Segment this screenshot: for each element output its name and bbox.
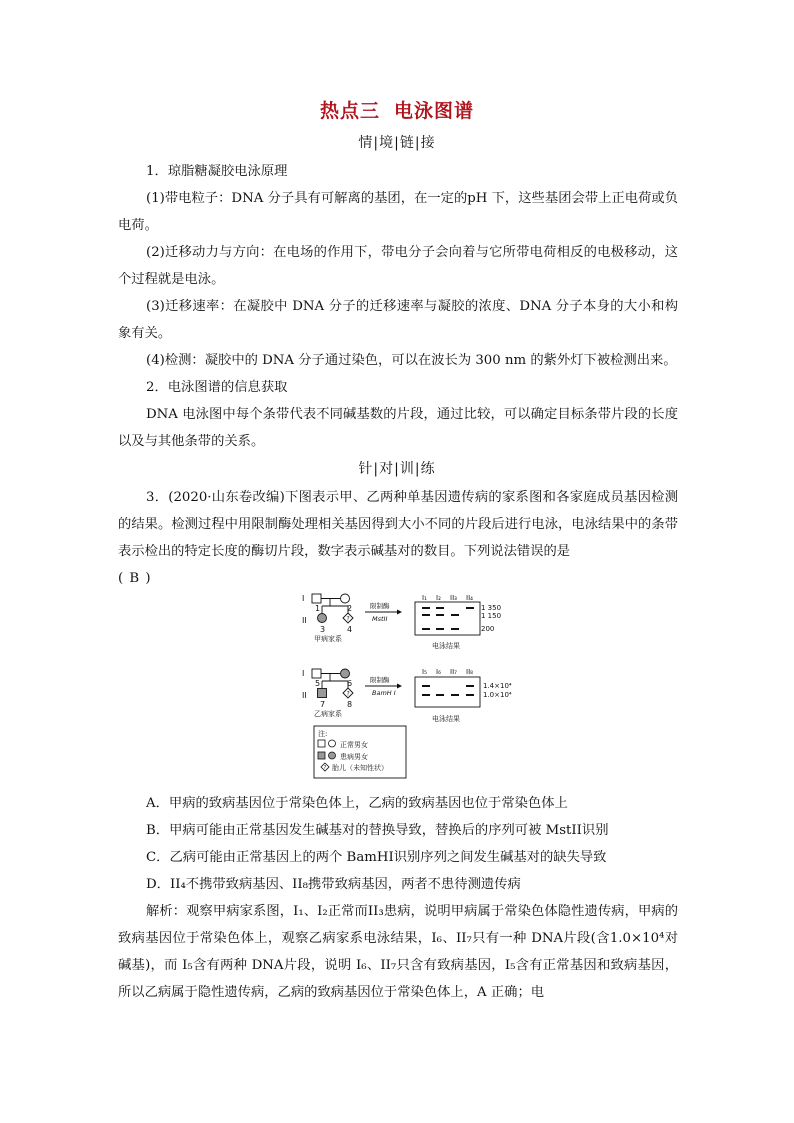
id-1: 1	[315, 604, 321, 613]
band-b-ii7-10	[451, 694, 459, 696]
gen2-label-a: II	[302, 616, 307, 625]
lane-label-a2: I₂	[436, 594, 441, 602]
svg-text:?: ?	[346, 690, 350, 698]
size-a-200: 200	[481, 625, 495, 633]
info-text: DNA 电泳图中每个条带代表不同碱基数的片段，通过比较，可以确定目标条带片段的长度以及与其他条带的关系。	[118, 407, 678, 449]
band-a-i1-1350	[422, 607, 430, 609]
band-a-i2-1350	[436, 607, 444, 609]
section-practice-heading: 针|对|训|练	[358, 461, 436, 477]
affected-female-6	[341, 669, 350, 678]
band-a-ii4-1350	[466, 607, 474, 609]
paragraph-1: (1)带电粒子：DNA 分子具有可解离的基团，在一定的pH 下，这些基团会带上正电荷或负电荷。	[118, 191, 678, 233]
gel-box-b	[415, 677, 480, 707]
lane-label-b1: I₅	[422, 668, 427, 676]
gen2-label-b: II	[302, 691, 307, 700]
legend-normal-female-icon	[329, 740, 336, 747]
gel-box-a	[415, 602, 480, 635]
legend-normal: 正常男女	[340, 741, 368, 749]
option-c: C．乙病可能由正常基因上的两个 BamHI识别序列之间发生碱基对的缺失导致	[146, 850, 607, 865]
size-a-1150: 1 150	[481, 612, 502, 620]
legend-title: 注:	[318, 730, 328, 738]
lane-label-a3: II₃	[450, 594, 457, 602]
title-right: 电泳图谱	[394, 100, 475, 122]
info-heading: 2．电泳图谱的信息获取	[146, 380, 288, 395]
lane-label-b4: II₈	[466, 668, 473, 676]
principle-heading: 1．琼脂糖凝胶电泳原理	[146, 164, 288, 179]
band-b-i6-10	[436, 694, 444, 696]
id-3: 3	[320, 625, 326, 634]
id-6: 6	[347, 679, 353, 688]
lane-label-b3: II₇	[450, 668, 457, 676]
option-a: A．甲病的致病基因位于常染色体上，乙病的致病基因也位于常染色体上	[146, 796, 568, 811]
analysis-text: 解析：观察甲病家系图，I₁、I₂正常而II₃患病，说明甲病属于常染色体隐性遗传病，甲病的致病基因位于常染色体上，观察乙病家系电泳结果，I₆、II₇只有一种 DNA片段(含1.0×10⁴对碱基)，而 I₅含有两种 DNA片段，说明 I₆、II₇只含有致病基因，I₅含有正常基因和致病基因，所以乙病属于隐性遗传病，乙病的致病基因位于常染色体上，A 正确；电	[118, 904, 678, 1000]
band-b-i5-14	[422, 685, 430, 687]
page-title	[0, 96, 794, 123]
legend-affected: 患病男女	[340, 753, 368, 761]
paragraph-4: (4)检测：凝胶中的 DNA 分子通过染色，可以在波长为 300 nm 的紫外灯下被检测出来。	[146, 353, 677, 368]
enzyme-label-a: 限制酶	[370, 602, 390, 610]
section-context-heading: 情|境|链|接	[358, 135, 436, 151]
band-b-ii8-14	[466, 685, 474, 687]
band-a-i1-200	[422, 628, 430, 630]
legend-affected-male-icon	[318, 752, 325, 759]
enzyme-name-a: MstII	[372, 615, 388, 623]
band-a-i2-200	[436, 628, 444, 630]
id-4: 4	[347, 625, 353, 634]
option-d: D．II₄不携带致病基因、II₈携带致病基因，两者不患待测遗传病	[146, 877, 521, 892]
id-5: 5	[315, 679, 321, 688]
normal-male-1	[312, 594, 321, 603]
id-8: 8	[347, 700, 353, 709]
enzyme-name-b: BamH I	[372, 689, 396, 697]
normal-female-2	[341, 594, 350, 603]
normal-male-5	[312, 669, 321, 678]
legend-affected-female-icon	[329, 752, 336, 759]
result-label-a: 电泳结果	[432, 642, 460, 650]
affected-male-7	[318, 689, 327, 698]
legend-fetus: 胎儿（未知性状）	[332, 764, 388, 772]
lane-label-a1: I₁	[422, 594, 427, 602]
id-7: 7	[320, 700, 326, 709]
band-b-i5-10	[422, 694, 430, 696]
enzyme-label-b: 限制酶	[370, 676, 390, 684]
title-left: 热点三	[319, 100, 380, 122]
family-a-label: 甲病家系	[314, 635, 342, 643]
option-b: B．甲病可能由正常基因发生碱基对的替换导致，替换后的序列可被 MstII识别	[146, 823, 609, 838]
gen1-label-a: I	[302, 594, 305, 603]
pedigree-figure	[300, 590, 530, 785]
result-label-b: 电泳结果	[432, 715, 460, 723]
paragraph-3: (3)迁移速率：在凝胶中 DNA 分子的迁移速率与凝胶的浓度、DNA 分子本身的大小和构象有关。	[118, 299, 678, 341]
svg-text:?: ?	[346, 615, 350, 623]
band-b-ii8-10	[466, 694, 474, 696]
band-a-i2-1150	[436, 614, 444, 616]
band-a-ii3-1150	[451, 614, 459, 616]
size-a-1350: 1 350	[481, 604, 502, 612]
question-stem: 3．(2020·山东卷改编)下图表示甲、乙两种单基因遗传病的家系图和各家庭成员基因检测的结果。检测过程中用限制酶处理相关基因得到大小不同的片段后进行电泳，电泳结果中的条带表示检出的特定长度的酶切片段，数字表示碱基对的数目。下列说法错误的是	[118, 490, 678, 559]
lane-label-a4: II₄	[466, 594, 473, 602]
family-b-label: 乙病家系	[314, 710, 342, 718]
id-2: 2	[347, 604, 353, 613]
band-a-ii3-200	[451, 628, 459, 630]
question-answer: ( B )	[118, 571, 152, 586]
svg-text:?: ?	[323, 765, 327, 771]
legend-normal-male-icon	[318, 740, 325, 747]
size-b-14: 1.4×10⁴	[483, 682, 512, 690]
lane-label-b2: I₆	[436, 668, 441, 676]
gen1-label-b: I	[302, 669, 305, 678]
band-a-i1-1150	[422, 614, 430, 616]
size-b-10: 1.0×10⁴	[483, 691, 512, 699]
affected-female-3	[318, 614, 327, 623]
paragraph-2: (2)迁移动力与方向：在电场的作用下，带电分子会向着与它所带电荷相反的电极移动，这个过程就是电泳。	[118, 245, 678, 287]
